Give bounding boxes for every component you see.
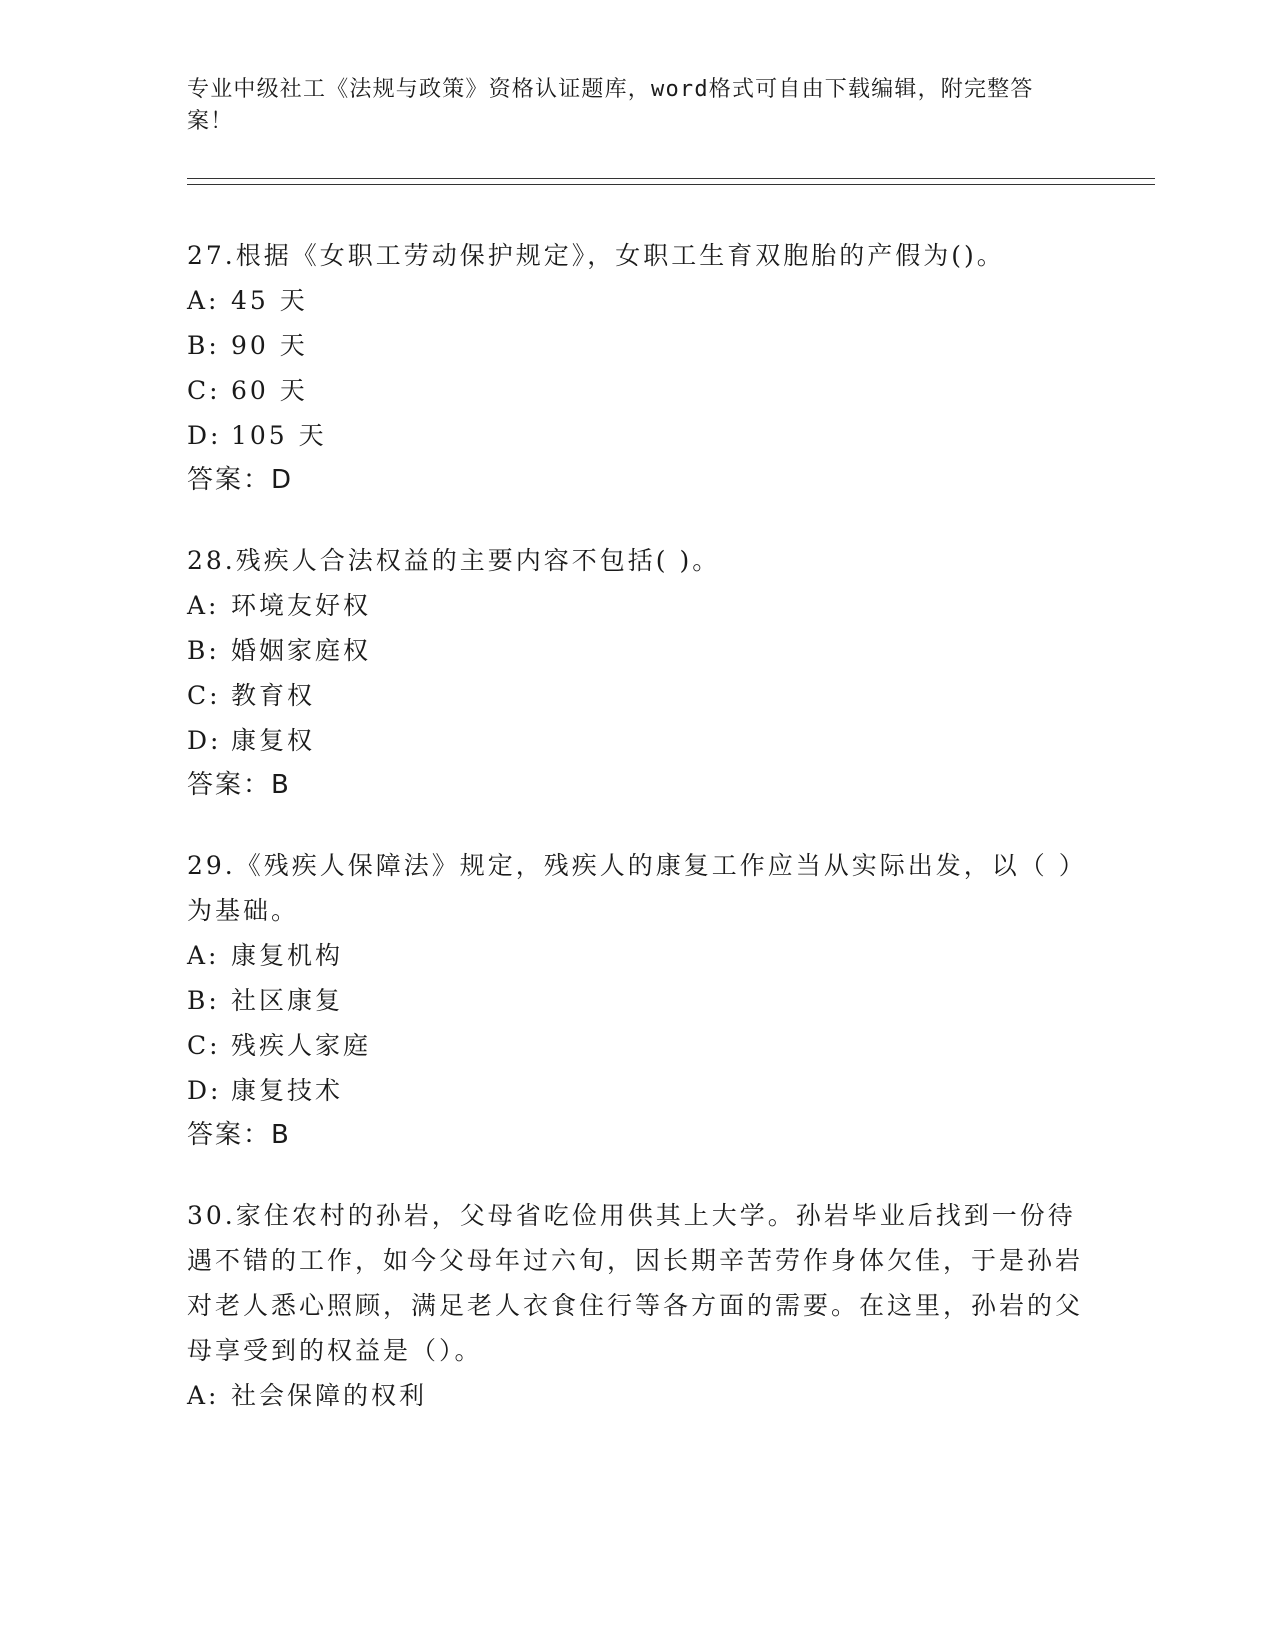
option-text: 康复机构: [231, 941, 344, 970]
option-text: 康复技术: [231, 1076, 344, 1105]
header-title: 专业中级社工《法规与政策》资格认证题库，word格式可自由下载编辑，附完整答案！: [187, 77, 1034, 134]
option-letter: D:: [187, 1076, 222, 1105]
option-c: [187, 673, 1087, 718]
question-list: [187, 233, 1087, 1453]
option-text: 环境友好权: [231, 591, 372, 620]
option-d: [187, 1068, 1087, 1113]
option-letter: A:: [187, 286, 220, 315]
option-letter: A:: [187, 941, 220, 970]
option-letter: A:: [187, 591, 220, 620]
option-text: 社会保障的权利: [231, 1381, 428, 1410]
option-text: 60 天: [231, 376, 308, 405]
option-text: 残疾人家庭: [231, 1031, 372, 1060]
answer-line: 答案：D: [187, 465, 294, 495]
option-letter: A:: [187, 1381, 220, 1410]
document-header: [187, 74, 1067, 138]
option-b: [187, 323, 1087, 368]
option-text: 45 天: [231, 286, 308, 315]
option-letter: C:: [187, 681, 221, 710]
question-29: [187, 843, 1087, 1158]
option-a: [187, 278, 1087, 323]
question-30: [187, 1193, 1087, 1418]
option-text: 社区康复: [231, 986, 344, 1015]
question-text: 30.家住农村的孙岩，父母省吃俭用供其上大学。孙岩毕业后找到一份待遇不错的工作，如今父母年过六旬，因长期辛苦劳作身体欠佳，于是孙岩对老人悉心照顾，满足老人衣食住行等各方面的需要。在这里，孙岩的父母享受到的权益是（）。: [187, 1201, 1084, 1365]
header-divider-bottom: [187, 184, 1155, 185]
option-text: 90 天: [231, 331, 308, 360]
question-text: 27.根据《女职工劳动保护规定》，女职工生育双胞胎的产假为()。: [187, 241, 1005, 270]
option-c: [187, 1023, 1087, 1068]
question-28: [187, 538, 1087, 808]
option-letter: B:: [187, 331, 220, 360]
option-letter: C:: [187, 376, 221, 405]
option-text: 婚姻家庭权: [231, 636, 372, 665]
option-letter: B:: [187, 986, 220, 1015]
question-text: 29.《残疾人保障法》规定，残疾人的康复工作应当从实际出发，以（ ）为基础。: [187, 851, 1087, 925]
option-a: [187, 933, 1087, 978]
option-letter: C:: [187, 1031, 221, 1060]
option-b: [187, 628, 1087, 673]
answer-line: 答案：B: [187, 770, 291, 800]
header-divider-top: [187, 178, 1155, 179]
option-letter: D:: [187, 726, 222, 755]
option-letter: D:: [187, 421, 222, 450]
question-27: [187, 233, 1087, 503]
option-d: [187, 718, 1087, 763]
option-d: [187, 413, 1087, 458]
option-a: [187, 1373, 1087, 1418]
answer-line: 答案：B: [187, 1120, 291, 1150]
option-text: 105 天: [231, 421, 327, 450]
question-text: 28.残疾人合法权益的主要内容不包括( )。: [187, 546, 721, 575]
option-text: 康复权: [231, 726, 316, 755]
option-letter: B:: [187, 636, 220, 665]
option-c: [187, 368, 1087, 413]
option-b: [187, 978, 1087, 1023]
option-text: 教育权: [231, 681, 316, 710]
option-a: [187, 583, 1087, 628]
